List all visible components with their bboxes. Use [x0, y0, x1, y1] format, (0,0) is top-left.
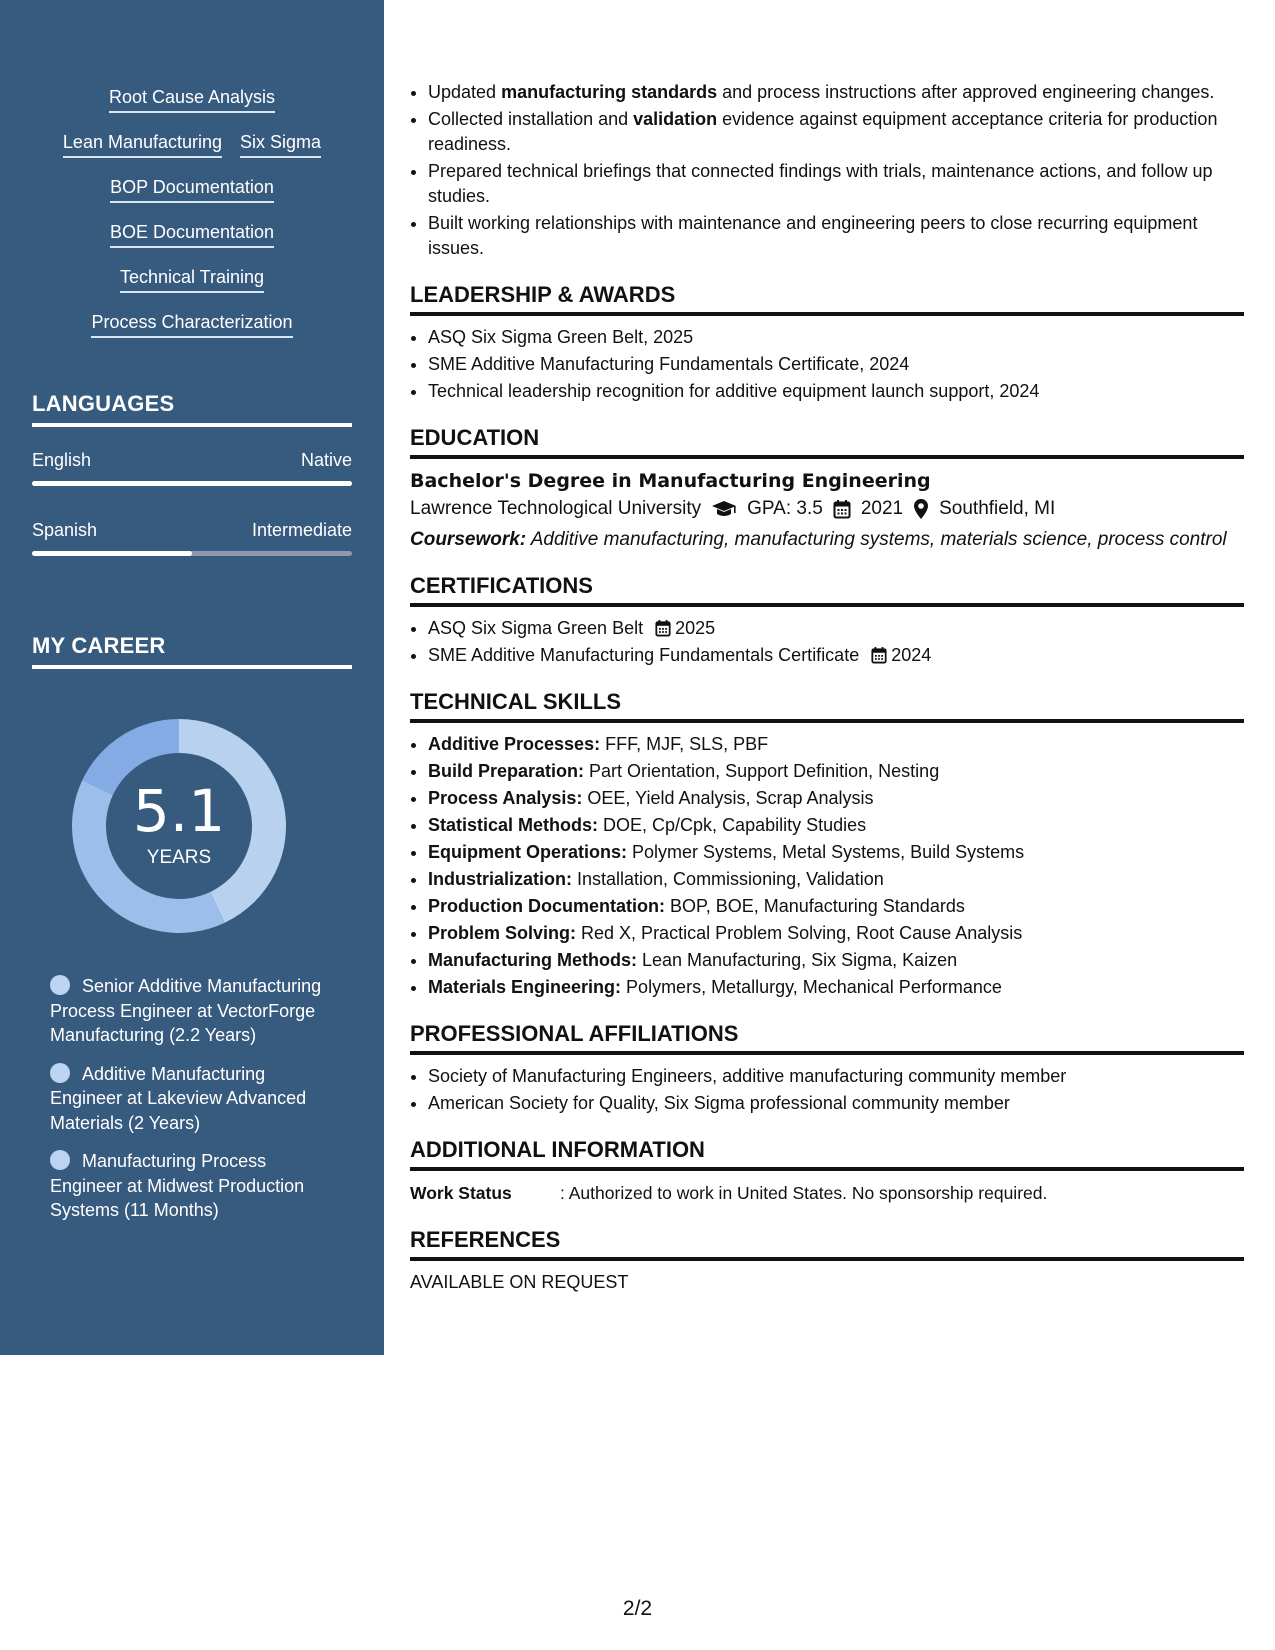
- list-item: • American Society for Quality, Six Sigma professional community member: [428, 1091, 1244, 1116]
- skill-label: Process Analysis:: [428, 788, 583, 808]
- skill-value: Part Orientation, Support Definition, Nesting: [584, 761, 940, 781]
- skill-tag: Six Sigma: [240, 131, 321, 158]
- list-item: [428, 732, 1244, 757]
- career-item: [50, 974, 340, 1048]
- language-row-english: [32, 450, 352, 471]
- list-item: [428, 921, 1244, 946]
- education-entry: [410, 468, 1244, 552]
- skill-value: DOE, Cp/Cpk, Capability Studies: [598, 815, 867, 835]
- calendar-icon: [833, 499, 851, 519]
- skill-label: Statistical Methods:: [428, 815, 599, 835]
- text: Collected installation and: [428, 109, 634, 129]
- language-name: Spanish: [32, 520, 98, 540]
- skill-label: Production Documentation:: [428, 896, 665, 916]
- main-content: [410, 80, 1244, 1295]
- bullet-dot-icon: [50, 1150, 70, 1170]
- bullet-dot-icon: [50, 1063, 70, 1083]
- affiliations-list: [410, 1064, 1244, 1116]
- career-item-text: Additive Manufacturing Engineer at Lakeview Advanced Materials (2 Years): [50, 1063, 307, 1133]
- list-item: [428, 867, 1244, 892]
- skill-row: [32, 311, 352, 356]
- career-unit: YEARS: [146, 847, 212, 868]
- language-level: Native: [300, 450, 352, 470]
- bold-text: manufacturing standards: [501, 82, 718, 102]
- text: and process instructions after approved engineering changes.: [717, 82, 1215, 102]
- career-item: [50, 1062, 340, 1136]
- list-item: [428, 159, 1244, 209]
- list-item: • Technical leadership recognition for additive equipment launch support, 2024: [428, 379, 1244, 404]
- bold-text: validation: [633, 109, 718, 129]
- skill-label: Manufacturing Methods:: [428, 950, 637, 970]
- list-item: [428, 813, 1244, 838]
- experience-bullets: [410, 80, 1244, 261]
- coursework-label: Coursework:: [410, 529, 527, 550]
- list-item: [428, 211, 1244, 261]
- coursework-text: Additive manufacturing, manufacturing systems, materials science, process control: [526, 529, 1227, 550]
- list-item: [428, 840, 1244, 865]
- section-heading-certifications: CERTIFICATIONS: [410, 572, 1244, 607]
- section-heading-education: EDUCATION: [410, 424, 1244, 459]
- skill-value: OEE, Yield Analysis, Scrap Analysis: [582, 788, 874, 808]
- school-name: Lawrence Technological University: [410, 498, 702, 519]
- skill-value: Installation, Commissioning, Validation: [572, 869, 884, 889]
- cert-name: ASQ Six Sigma Green Belt: [428, 618, 644, 638]
- skill-label: Industrialization:: [428, 869, 572, 889]
- list-item: [428, 643, 1244, 668]
- skill-label: Materials Engineering:: [428, 977, 622, 997]
- language-name: English: [32, 450, 92, 470]
- skill-value: Red X, Practical Problem Solving, Root Cause Analysis: [576, 923, 1023, 943]
- section-heading-references: REFERENCES: [410, 1226, 1244, 1261]
- language-level: Intermediate: [251, 520, 352, 540]
- cert-year: 2025: [675, 618, 716, 638]
- skill-label: Additive Processes:: [428, 734, 601, 754]
- location-pin-icon: [913, 498, 929, 520]
- list-item: • ASQ Six Sigma Green Belt, 2025: [428, 325, 1244, 350]
- language-row-spanish: [32, 520, 352, 541]
- work-status-value: : Authorized to work in United States. No sponsorship required.: [560, 1183, 1048, 1203]
- references-text: AVAILABLE ON REQUEST: [410, 1272, 629, 1292]
- skill-value: FFF, MJF, SLS, PBF: [600, 734, 769, 754]
- bullet-dot-icon: [50, 975, 70, 995]
- skill-row: [32, 131, 352, 176]
- graduation-year: 2021: [860, 498, 904, 519]
- technical-skills-list: [410, 732, 1244, 1000]
- skill-tag: Technical Training: [120, 266, 264, 293]
- skill-tag: Process Characterization: [91, 311, 292, 338]
- skill-tag: Root Cause Analysis: [109, 86, 275, 113]
- text: evidence against equipment acceptance criteria for production readiness.: [428, 109, 1218, 154]
- graduation-cap-icon: [711, 499, 737, 519]
- list-item: [428, 616, 1244, 641]
- career-donut-chart: [66, 713, 292, 939]
- career-heading: MY CAREER: [32, 632, 352, 669]
- career-total: 5.1: [132, 777, 226, 845]
- list-item: • SME Additive Manufacturing Fundamentals Certificate, 2024: [428, 352, 1244, 377]
- cert-name: SME Additive Manufacturing Fundamentals Certificate: [428, 645, 860, 665]
- work-status-label: Work Status: [410, 1183, 512, 1203]
- list-item: [428, 894, 1244, 919]
- section-heading-additional-info: ADDITIONAL INFORMATION: [410, 1136, 1244, 1171]
- skill-row: [32, 266, 352, 311]
- skill-tag: BOE Documentation: [110, 221, 274, 248]
- education-details: [410, 494, 1244, 524]
- gpa: GPA: 3.5: [747, 498, 823, 519]
- page-number: 2/2: [622, 1597, 653, 1620]
- languages-heading: LANGUAGES: [32, 390, 352, 427]
- career-item-text: Senior Additive Manufacturing Process Engineer at VectorForge Manufacturing (2.2 Years): [50, 976, 322, 1045]
- work-status-row: [410, 1180, 1244, 1206]
- awards-list: [410, 325, 1244, 404]
- skill-value: BOP, BOE, Manufacturing Standards: [665, 896, 965, 916]
- coursework: [410, 527, 1244, 552]
- skill-row: [32, 176, 352, 221]
- school-location: Southfield, MI: [939, 498, 1056, 519]
- career-item-text: Manufacturing Process Engineer at Midwest Production Systems (11 Months): [50, 1151, 305, 1220]
- cert-year: 2024: [891, 645, 932, 665]
- degree-title: Bachelor's Degree in Manufacturing Engineering: [410, 470, 931, 492]
- list-item: [428, 80, 1244, 105]
- skill-value: Lean Manufacturing, Six Sigma, Kaizen: [637, 950, 958, 970]
- calendar-icon: [655, 619, 671, 637]
- certifications-list: [410, 616, 1244, 668]
- language-bar-english: [32, 481, 352, 486]
- skill-value: Polymers, Metallurgy, Mechanical Performance: [621, 977, 1002, 997]
- career-item: [50, 1149, 340, 1223]
- skill-row: [32, 86, 352, 131]
- language-bar-fill: [32, 551, 192, 556]
- skill-label: Problem Solving:: [428, 923, 577, 943]
- sidebar: [0, 0, 384, 1355]
- text: Prepared technical briefings that connected findings with trials, maintenance actions, and follow up studies.: [428, 161, 1213, 206]
- skill-row: [32, 221, 352, 266]
- section-heading-affiliations: PROFESSIONAL AFFILIATIONS: [410, 1020, 1244, 1055]
- list-item: • Society of Manufacturing Engineers, additive manufacturing community member: [428, 1064, 1244, 1089]
- language-bar-spanish: [32, 551, 352, 556]
- skill-label: Build Preparation:: [428, 761, 585, 781]
- list-item: [428, 759, 1244, 784]
- skill-tag: BOP Documentation: [110, 176, 274, 203]
- text: Updated: [428, 82, 502, 102]
- list-item: [428, 786, 1244, 811]
- calendar-icon: [871, 646, 887, 664]
- skill-label: Equipment Operations:: [428, 842, 628, 862]
- list-item: [428, 107, 1244, 157]
- section-heading-technical-skills: TECHNICAL SKILLS: [410, 688, 1244, 723]
- career-list: [50, 974, 340, 1237]
- skill-tag: Lean Manufacturing: [63, 131, 222, 158]
- section-heading-awards: LEADERSHIP & AWARDS: [410, 281, 1244, 316]
- language-bar-fill: [32, 481, 352, 486]
- text: Built working relationships with maintenance and engineering peers to close recurring equipment issues.: [428, 213, 1198, 258]
- skill-value: Polymer Systems, Metal Systems, Build Systems: [627, 842, 1025, 862]
- skills-tag-cloud: [32, 86, 352, 356]
- list-item: [428, 975, 1244, 1000]
- list-item: [428, 948, 1244, 973]
